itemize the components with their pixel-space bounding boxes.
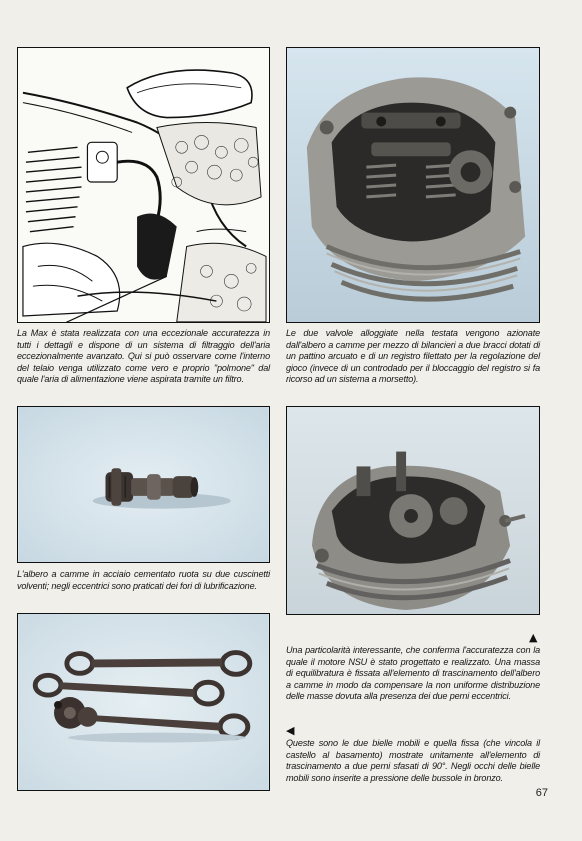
connecting-rods-photo-figure bbox=[17, 613, 270, 791]
rods-caption: Queste sono le due bielle mobili e quella fissa (che vincola il castello al basamento) mostrate unitamente all'elemento di trascinamento a due perni sfasati di 90°. Negli occhi delle bielle mobili sono inserite a pressione delle bussole in bronzo. bbox=[286, 738, 540, 783]
camshaft-photo-icon bbox=[18, 407, 269, 562]
drawing-caption: La Max è stata realizzata con una eccezionale accuratezza in tutti i dettagli e dispone di un sistema di filtraggio dell'aria eccezionalmente avanzato. Qui si può osservare come l'interno del telaio venga utilizzato come vero e proprio "polmone" dal quale l'aria di alimentazione viene aspirata tramite un filtro. bbox=[17, 328, 270, 385]
cylinder-head-photo-2-figure bbox=[286, 406, 540, 615]
camshaft-photo-figure bbox=[17, 406, 270, 563]
balance-caption: Una particolarità interessante, che conferma l'accuratezza con la quale il motore NSU è stato progettato e realizzato. Una massa di equilibratura è fissata all'elemento di trascinamento dell'albero a camme in modo da compensare la non uniforme distribuzione delle masse dovuta alla presenza dei due perni eccentrici. bbox=[286, 645, 540, 702]
engraving-illustration-icon bbox=[18, 48, 269, 322]
connecting-rods-photo-icon bbox=[18, 614, 269, 790]
up-arrow-icon: ▲ bbox=[529, 631, 538, 644]
page-number: 67 bbox=[535, 787, 548, 799]
camshaft-caption: L'albero a camme in acciaio cementato ruota su due cuscinetti volventi; negli eccentrici sono praticati dei fori di lubrificazione. bbox=[17, 569, 270, 591]
left-arrow-icon: ◀ bbox=[286, 724, 295, 737]
cylinder-head-photo-figure bbox=[286, 47, 540, 323]
valves-caption: Le due valvole alloggiate nella testata vengono azionate dall'albero a camme per mezzo di bilancieri a due bracci dotati di un pattino arcuato e di un registro filettato per la regolazione del gioco (invece di un controdado per il bloccaggio del registro si fa ricorso ad un sistema a morsetto). bbox=[286, 328, 540, 385]
engine-photo-icon bbox=[287, 407, 539, 614]
engine-photo-icon bbox=[287, 48, 539, 322]
motorcycle-drawing-figure bbox=[17, 47, 270, 323]
